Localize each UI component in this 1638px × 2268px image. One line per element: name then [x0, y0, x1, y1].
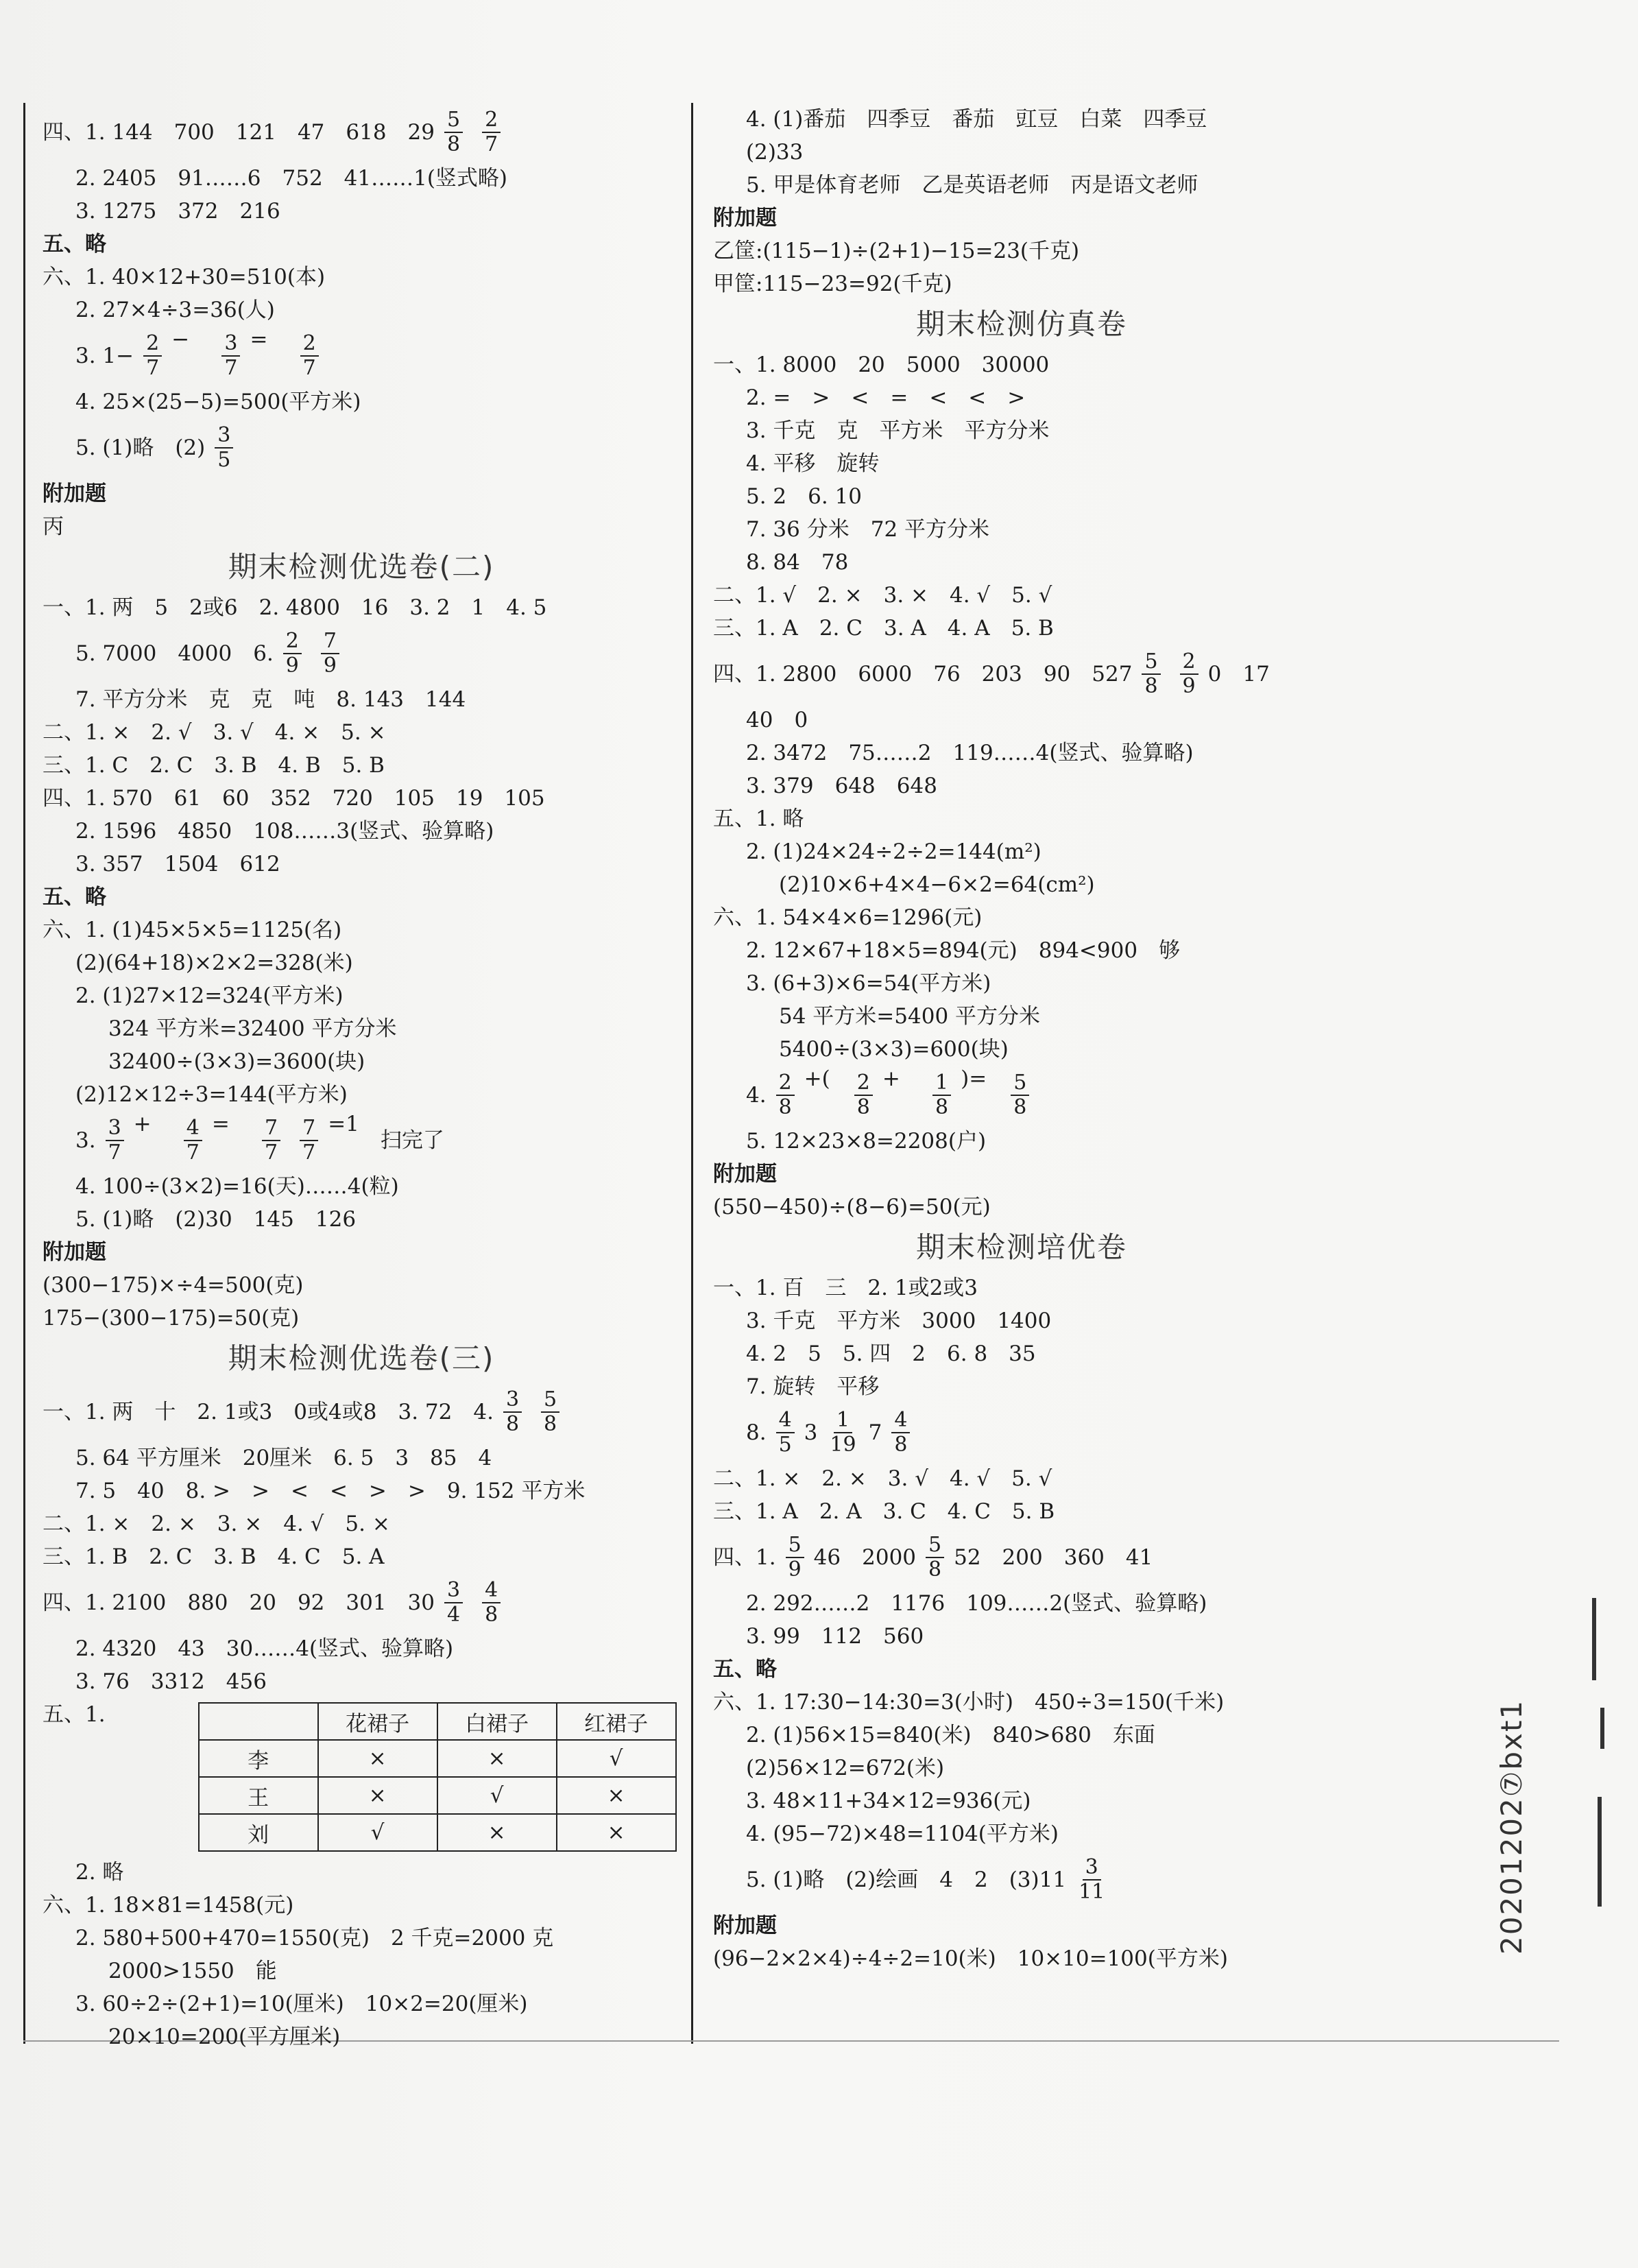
table-cell: ×	[437, 1740, 557, 1777]
table-header: 红裙子	[557, 1703, 676, 1740]
answer-line: 3. 1275 372 216	[75, 199, 280, 224]
answer-line: 二、1. √ 2. × 3. × 4. √ 5. √	[713, 583, 1052, 608]
bonus-heading: 附加题	[713, 1162, 777, 1186]
answer-line: 5. 甲是体育老师 乙是英语老师 丙是语文老师	[746, 173, 1199, 198]
answer-line: 2. 4320 43 30……4(竖式、验算略)	[75, 1636, 454, 1661]
scan-mark	[1592, 1598, 1596, 1680]
answer-line: 2. = > < = < < >	[746, 385, 1026, 410]
answer-line: 四、1. $\frac{5}{9}$ 46 2000 $\frac{5}{8}$ 52 200 360 41	[713, 1533, 1153, 1581]
answer-line: 175−(300−175)=50(克)	[43, 1306, 300, 1330]
fraction: $\frac{7}{7}$	[262, 1117, 280, 1165]
answer-line: 四、1. 2100 880 20 92 301 30 $\frac{3}{4}$ $\frac{4}{8}$	[43, 1573, 680, 1632]
answer-line: 8. $\frac{4}{5}$ 3 $\frac{1}{19}$ 7 $\frac{4}{8}$	[713, 1403, 1330, 1462]
section-title: 期末检测仿真卷	[915, 307, 1127, 341]
table-header: 白裙子	[437, 1703, 557, 1740]
answer-line: 4. (1)番茄 四季豆 番茄 豇豆 白菜 四季豆	[746, 107, 1207, 132]
section-title: 期末检测培优卷	[915, 1230, 1127, 1264]
bonus-heading: 附加题	[43, 1240, 106, 1265]
answer-line: 五、1.	[43, 1702, 106, 1727]
table-row	[199, 1740, 676, 1777]
fraction: $\frac{3}{7}$	[106, 1117, 124, 1165]
fraction: $\frac{3}{5}$	[215, 424, 233, 472]
answer-line: 四、1. 2800 6000 76 203 90 527 $\frac{5}{8}$ $\frac{2}{9}$ 0 17	[713, 649, 1270, 698]
fraction: $\frac{2}{7}$	[482, 108, 501, 156]
answer-line: 一、1. 8000 20 5000 30000	[713, 353, 1050, 377]
table-cell: ×	[557, 1777, 676, 1814]
answer-line: 54 平方米=5400 平方分米	[779, 1004, 1041, 1029]
answer-line: 4. 2 5 5. 四 2 6. 8 35	[746, 1341, 1036, 1366]
fraction: $\frac{4}{8}$	[482, 1579, 501, 1627]
answer-line: (2)12×12÷3=144(平方米)	[75, 1082, 348, 1107]
column-divider	[691, 103, 693, 2044]
fraction: $\frac{5}{8}$	[1142, 650, 1160, 698]
section-heading: 五、略	[713, 1657, 777, 1682]
right-column	[713, 103, 1330, 1975]
answer-line: (550−450)÷(8−6)=50(元)	[713, 1195, 991, 1219]
scan-mark	[1600, 1708, 1604, 1749]
answer-line: (96−2×2×4)÷4÷2=10(米) 10×10=100(平方米)	[713, 1946, 1228, 1971]
fraction: $\frac{4}{7}$	[184, 1117, 202, 1165]
table-cell: √	[318, 1814, 437, 1851]
answer-line: 2. (1)27×12=324(平方米)	[75, 983, 344, 1008]
answer-line: 7. 平方分米 克 克 吨 8. 143 144	[75, 687, 466, 712]
answer-line: 六、1. 54×4×6=1296(元)	[713, 905, 983, 930]
answer-line: (2)33	[746, 140, 804, 165]
table-block	[43, 1698, 680, 1856]
left-column	[43, 103, 680, 2053]
answer-line: 二、1. × 2. × 3. × 4. √ 5. ×	[43, 1512, 390, 1536]
fraction: $\frac{3}{11}$	[1079, 1855, 1105, 1904]
answer-line: 5400÷(3×3)=600(块)	[779, 1037, 1009, 1062]
answer-line: 7. 旋转 平移	[746, 1374, 880, 1399]
fraction: $\frac{1}{19}$	[830, 1408, 856, 1457]
answer-line: 2. 292……2 1176 109……2(竖式、验算略)	[746, 1591, 1207, 1616]
fraction: $\frac{4}{8}$	[891, 1409, 910, 1457]
answer-line: 5. 64 平方厘米 20厘米 6. 5 3 85 4	[75, 1446, 492, 1470]
answer-line: 一、1. 两 十 2. 1或3 0或4或8 3. 72 4. $\frac{3}{8}$ $\frac{5}{8}$	[43, 1383, 680, 1442]
answer-line: 5. 2 6. 10	[746, 484, 863, 509]
answer-line: 2. 12×67+18×5=894(元) 894<900 够	[746, 938, 1181, 963]
bonus-heading: 附加题	[43, 481, 106, 506]
answer-line: 7. 36 分米 72 平方分米	[746, 517, 990, 542]
answer-line: 5. 12×23×8=2208(户)	[746, 1129, 987, 1154]
fraction: $\frac{3}{7}$	[221, 332, 240, 380]
answer-line: 四、1. 144 700 121 47 618 29 $\frac{5}{8}$ $\frac{2}{7}$	[43, 103, 680, 162]
section-heading: 五、略	[43, 232, 106, 256]
table-header: 花裙子	[318, 1703, 437, 1740]
answer-line: 3. 60÷2÷(2+1)=10(厘米) 10×2=20(厘米)	[75, 1992, 528, 2016]
answer-line: 4. 25×(25−5)=500(平方米)	[75, 390, 361, 414]
fraction: $\frac{2}{9}$	[283, 630, 302, 678]
answer-line: 4. $\frac{2}{8}$ +( $\frac{2}{8}$ + $\frac{1}{8}$ )= $\frac{5}{8}$	[713, 1066, 1330, 1125]
answer-line: 一、1. 两 5 2或6 2. 4800 16 3. 2 1 4. 5	[43, 595, 547, 620]
fraction: $\frac{2}{8}$	[854, 1071, 873, 1119]
answer-line: 2. 3472 75……2 119……4(竖式、验算略)	[746, 741, 1194, 765]
answer-line: 4. 平移 旋转	[746, 451, 880, 476]
answer-line: 三、1. A 2. A 3. C 4. C 5. B	[713, 1499, 1055, 1524]
print-code: 20201202⑦bxt1	[1495, 1699, 1528, 1955]
answer-line: 2000>1550 能	[108, 1959, 277, 1983]
answer-line: 3. 76 3312 456	[75, 1669, 267, 1694]
answer-line: 40 0	[746, 708, 808, 732]
answer-line: 3. 357 1504 612	[75, 852, 280, 876]
answer-line: 乙筐:(115−1)÷(2+1)−15=23(千克)	[713, 239, 1080, 263]
left-border-line	[23, 103, 25, 2044]
answer-line: 二、1. × 2. × 3. √ 4. √ 5. √	[713, 1466, 1052, 1491]
answer-line: (2)(64+18)×2×2=328(米)	[75, 951, 353, 975]
fraction: $\frac{5}{8}$	[926, 1533, 944, 1581]
table-row	[199, 1814, 676, 1851]
table-cell: √	[437, 1777, 557, 1814]
answer-line: 2. (1)56×15=840(米) 840>680 东面	[746, 1723, 1155, 1747]
answer-line: 8. 84 78	[746, 550, 849, 575]
answer-line: 三、1. C 2. C 3. B 4. B 5. B	[43, 753, 385, 778]
answer-line: 5. 7000 4000 6. $\frac{2}{9}$ $\frac{7}{9}$	[43, 624, 680, 683]
answer-line: 三、1. B 2. C 3. B 4. C 5. A	[43, 1544, 385, 1569]
answer-line: 32400÷(3×3)=3600(块)	[108, 1049, 365, 1074]
table-header	[199, 1703, 318, 1740]
answer-line: 3. $\frac{3}{7}$ + $\frac{4}{7}$ = $\frac{7}{7}$ $\frac{7}{7}$ =1 扫完了	[75, 1112, 444, 1165]
fraction: $\frac{7}{7}$	[300, 1117, 318, 1165]
answer-line: 六、1. 18×81=1458(元)	[43, 1893, 294, 1918]
table-cell: 王	[199, 1777, 318, 1814]
answer-line: 5. (1)略 (2)绘画 4 2 (3)11 $\frac{3}{11}$	[713, 1850, 1330, 1909]
fraction: $\frac{2}{7}$	[143, 332, 162, 380]
bonus-heading: 附加题	[713, 206, 777, 230]
answer-line: 2. 27×4÷3=36(人)	[75, 298, 275, 322]
answer-line: 20×10=200(平方厘米)	[108, 2025, 341, 2049]
table-cell: ×	[318, 1777, 437, 1814]
answer-line: 二、1. × 2. √ 3. √ 4. × 5. ×	[43, 720, 386, 745]
table-header-row	[199, 1703, 676, 1740]
answer-line: 3. 1− $\frac{2}{7}$ − $\frac{3}{7}$ = $\frac{2}{7}$	[43, 326, 680, 385]
table-cell: ×	[318, 1740, 437, 1777]
answer-line: (300−175)×÷4=500(克)	[43, 1273, 304, 1298]
table-row	[199, 1777, 676, 1814]
answer-line: 2. 580+500+470=1550(克) 2 千克=2000 克	[75, 1926, 554, 1950]
table-cell: ×	[557, 1814, 676, 1851]
answer-line: (2)56×12=672(米)	[746, 1756, 945, 1780]
fraction: $\frac{5}{8}$	[541, 1388, 559, 1436]
fraction: $\frac{1}{8}$	[932, 1071, 951, 1119]
answer-line: 六、1. 40×12+30=510(本)	[43, 265, 326, 289]
fraction: $\frac{2}{7}$	[300, 332, 319, 380]
answer-line: 2. (1)24×24÷2÷2=144(m²)	[746, 839, 1041, 864]
answer-line: 三、1. A 2. C 3. A 4. A 5. B	[713, 616, 1054, 641]
answer-line: 六、1. 17:30−14:30=3(小时) 450÷3=150(千米)	[713, 1690, 1225, 1715]
fraction: $\frac{2}{8}$	[776, 1071, 795, 1119]
table-cell: 刘	[199, 1814, 318, 1851]
answer-line: 5. (1)略 (2) $\frac{3}{5}$	[43, 418, 680, 477]
answer-line: 一、1. 百 三 2. 1或2或3	[713, 1276, 978, 1300]
answer-line: 四、1. 570 61 60 352 720 105 19 105	[43, 786, 545, 811]
fraction: $\frac{5}{8}$	[1011, 1071, 1029, 1119]
answer-line: 2. 2405 91……6 752 41……1(竖式略)	[75, 166, 508, 191]
section-title: 期末检测优选卷(二)	[228, 550, 495, 584]
scan-mark	[1598, 1797, 1602, 1907]
fraction: $\frac{7}{9}$	[321, 630, 339, 678]
answer-line: 2. 略	[75, 1860, 124, 1885]
fraction: $\frac{2}{9}$	[1180, 650, 1199, 698]
answer-line: 3. 379 648 648	[746, 774, 937, 798]
answer-line: 7. 5 40 8. > > < < > > 9. 152 平方米	[75, 1479, 586, 1503]
fraction: $\frac{3}{8}$	[503, 1388, 522, 1436]
bonus-heading: 附加题	[713, 1913, 777, 1938]
answer-line: 324 平方米=32400 平方分米	[108, 1016, 397, 1041]
table-cell: ×	[437, 1814, 557, 1851]
table-cell: 李	[199, 1740, 318, 1777]
table-cell: √	[557, 1740, 676, 1777]
fraction: $\frac{4}{5}$	[776, 1409, 795, 1457]
answer-line: 3. 99 112 560	[746, 1624, 924, 1649]
fraction: $\frac{3}{4}$	[444, 1579, 463, 1627]
answer-line: 2. 1596 4850 108……3(竖式、验算略)	[75, 819, 494, 844]
answer-line: 甲筐:115−23=92(千克)	[713, 272, 952, 296]
fraction: $\frac{5}{8}$	[444, 108, 463, 156]
answer-line: 五、1. 略	[713, 807, 804, 831]
answer-line: 丙	[43, 514, 64, 539]
answer-line: 3. 48×11+34×12=936(元)	[746, 1789, 1031, 1813]
answer-line: 3. 千克 平方米 3000 1400	[746, 1309, 1052, 1333]
section-title: 期末检测优选卷(三)	[228, 1341, 495, 1375]
answer-line: 六、1. (1)45×5×5=1125(名)	[43, 918, 342, 942]
answer-line: 3. (6+3)×6=54(平方米)	[746, 971, 991, 996]
answer-line: (2)10×6+4×4−6×2=64(cm²)	[779, 872, 1095, 897]
answer-line: 4. (95−72)×48=1104(平方米)	[746, 1822, 1059, 1846]
answer-line: 5. (1)略 (2)30 145 126	[75, 1207, 357, 1232]
section-heading: 五、略	[43, 885, 106, 909]
skirt-table	[198, 1702, 677, 1852]
answer-line: 4. 100÷(3×2)=16(天)……4(粒)	[75, 1174, 399, 1199]
answer-line: 3. 千克 克 平方米 平方分米	[746, 418, 1050, 443]
fraction: $\frac{5}{9}$	[786, 1533, 804, 1581]
